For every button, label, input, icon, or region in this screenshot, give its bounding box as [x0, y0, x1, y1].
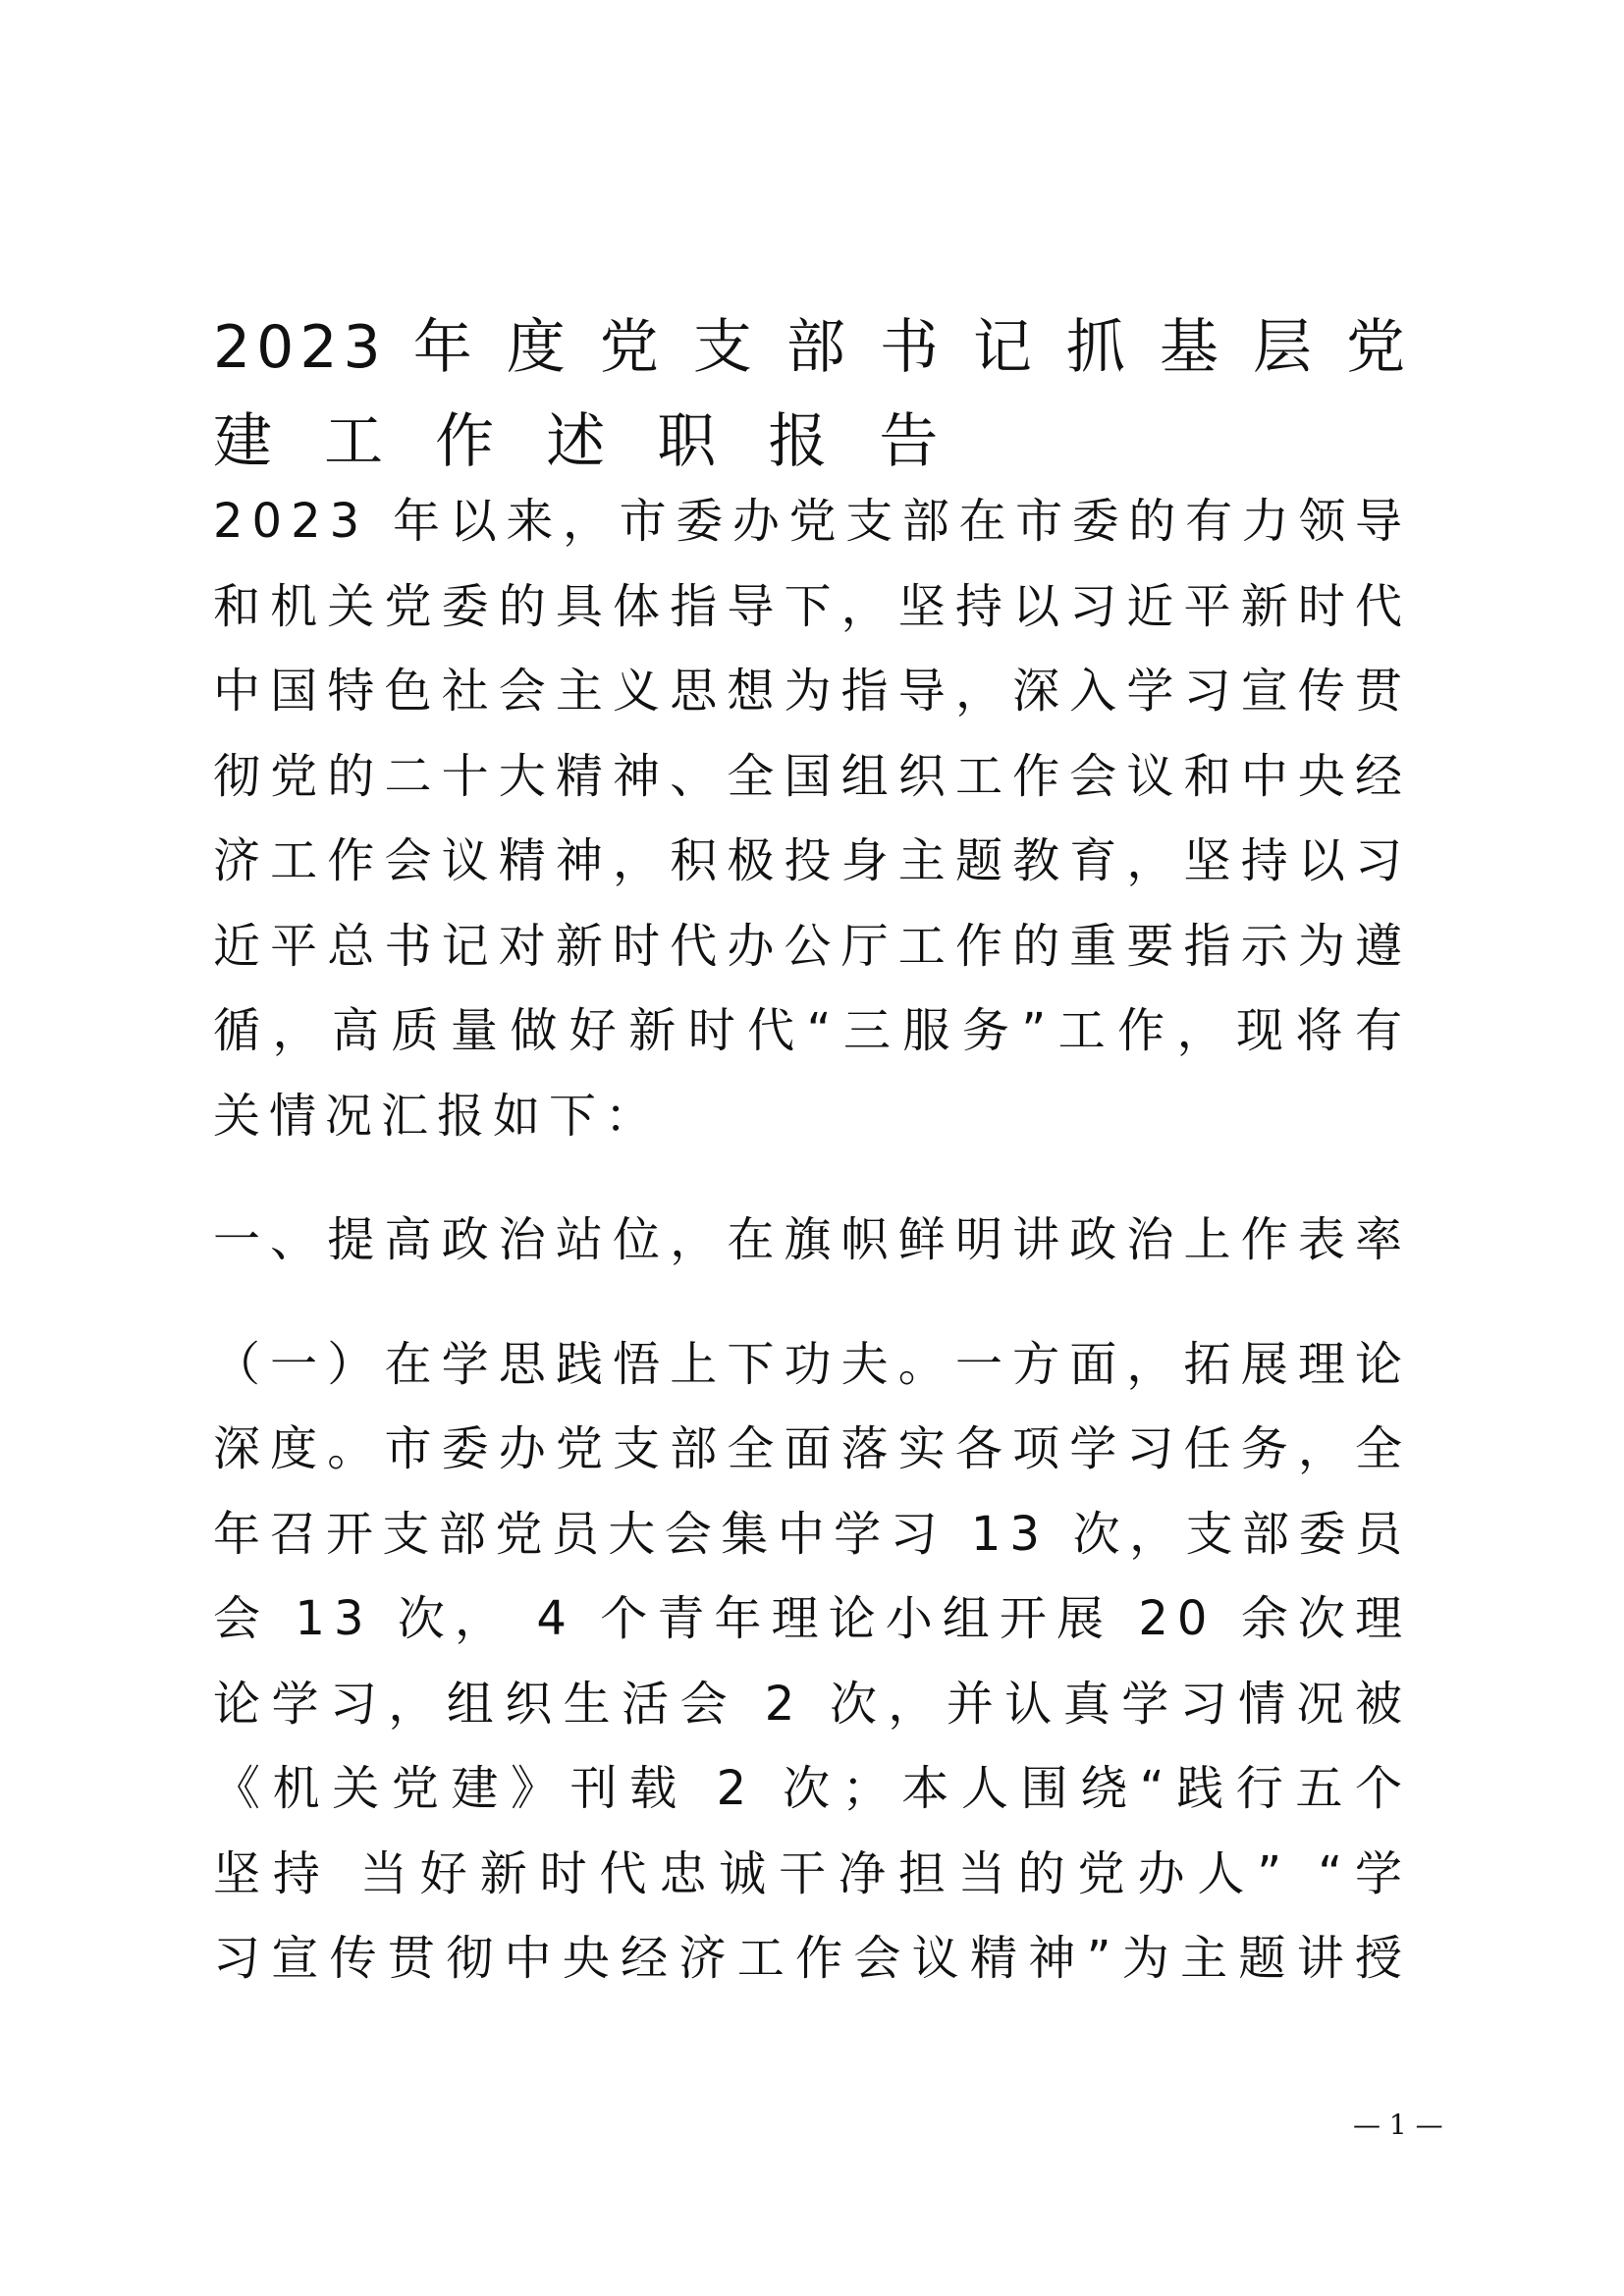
- section-line-2: 深度。市委办党支部全面落实各项学习任务，全: [213, 1421, 1411, 1476]
- section-line-7: 坚持 当好新时代忠诚干净担当的党办人” “学: [213, 1845, 1411, 1901]
- intro-paragraph: [213, 479, 1411, 1158]
- title-line-1: 2023 年 度 党 支 部 书 记 抓 基 层 党: [213, 313, 1411, 382]
- section-line-3: 年召开支部党员大会集中学习 13 次，支部委员: [213, 1506, 1411, 1562]
- intro-line-1: 2023 年以来，市委办党支部在市委的有力领导: [213, 494, 1411, 549]
- title-line-2: 建 工 作 述 职 报 告: [213, 407, 955, 476]
- intro-line-2: 和机关党委的具体指导下，坚持以习近平新时代: [213, 578, 1411, 634]
- intro-line-7: 循，高质量做好新时代“三服务”工作，现将有: [213, 1003, 1411, 1058]
- section-line-4: 会 13 次， 4 个青年理论小组开展 20 余次理: [213, 1591, 1411, 1646]
- intro-line-4: 彻党的二十大精神、全国组织工作会议和中央经: [213, 748, 1411, 804]
- section-line-5: 论学习，组织生活会 2 次，并认真学习情况被: [213, 1676, 1411, 1732]
- section-line-1: （一）在学思践悟上下功夫。一方面，拓展理论: [213, 1336, 1411, 1392]
- intro-line-5: 济工作会议精神，积极投身主题教育，坚持以习: [213, 833, 1411, 888]
- section-line-8: 习宣传贯彻中央经济工作会议精神”为主题讲授: [213, 1931, 1411, 1986]
- document-title: [213, 300, 1411, 489]
- page-number: — 1 —: [1353, 2109, 1443, 2141]
- intro-line-6: 近平总书记对新时代办公厅工作的重要指示为遵: [213, 918, 1411, 974]
- document-content: [213, 300, 1411, 2002]
- section-heading-text: 一、提高政治站位，在旗帜鲜明讲政治上作表率: [213, 1212, 1411, 1267]
- intro-line-3: 中国特色社会主义思想为指导，深入学习宣传贯: [213, 664, 1411, 719]
- section-heading: [213, 1198, 1411, 1283]
- intro-line-8: 关情况汇报如下：: [213, 1088, 662, 1144]
- section-paragraph: [213, 1322, 1411, 2002]
- section-line-6: 《机关党建》刊载 2 次；本人围绕“践行五个: [213, 1761, 1411, 1816]
